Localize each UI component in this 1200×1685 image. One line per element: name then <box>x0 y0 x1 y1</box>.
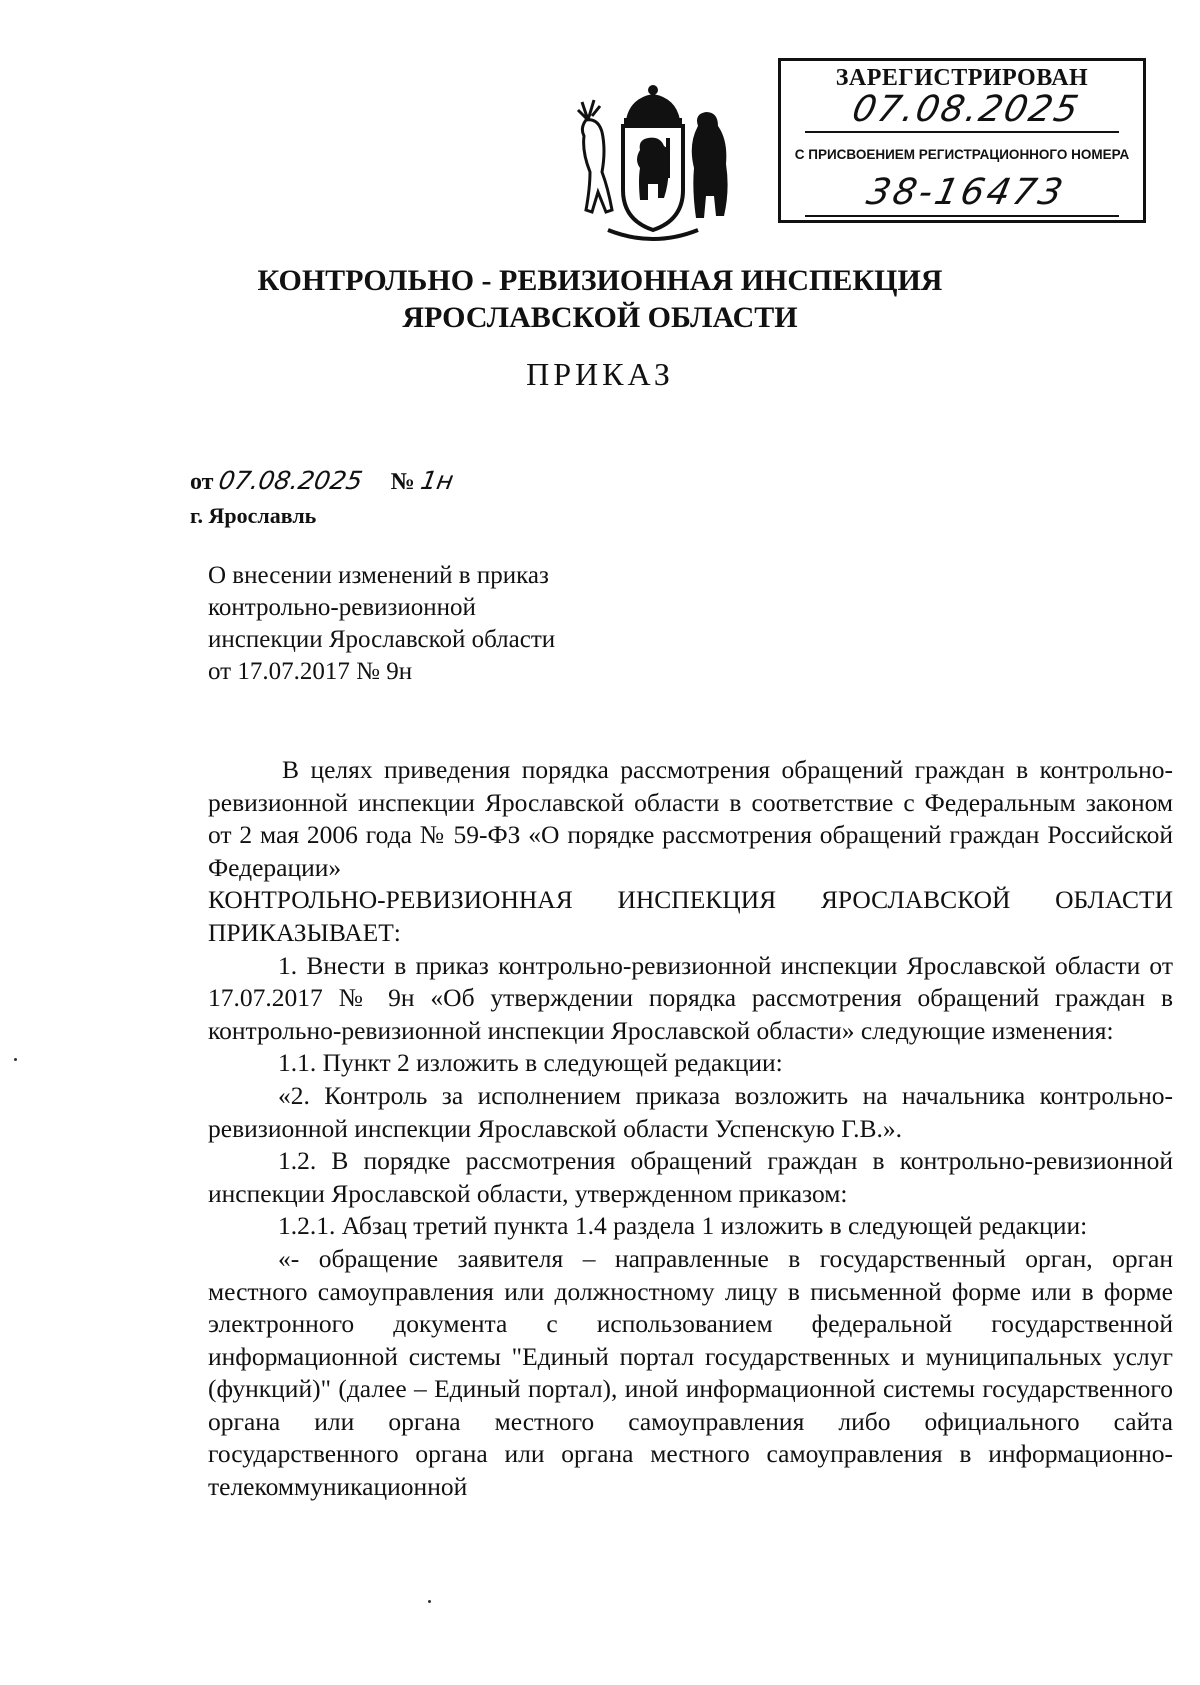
orders-heading: ПРИКАЗЫВАЕТ: <box>208 917 401 947</box>
stamp-divider <box>805 215 1119 217</box>
handwritten-number: 1н <box>418 466 456 495</box>
clause-1-2-1-quote: «- обращение заявителя – направленные в государственный орган, орган местного самоуправления или должностному лицу в письменной форме или в форме электронного документа с использованием федеральной государственной информационной системы "Единый портал государственных и муниципальных услуг (функций)" (далее – Единый портал), иной информационной системы государственного органа или органа местного самоуправления либо официального сайта государственного органа или органа местного самоуправления в информационно-телекоммуникационной <box>208 1243 1173 1502</box>
registration-stamp <box>778 58 1146 223</box>
scan-speck <box>14 1058 17 1061</box>
stamp-handwritten-number: 38-16473 <box>863 172 1070 213</box>
handwritten-date: 07.08.2025 <box>216 466 366 495</box>
clause-1-2: 1.2. В порядке рассмотрения обращений граждан в контрольно-ревизионной инспекции Ярославской области, утвержденном приказом: <box>208 1146 1173 1208</box>
stamp-divider <box>805 131 1119 133</box>
order-subject <box>208 560 668 688</box>
subject-line: от 17.07.2017 № 9н <box>208 658 413 685</box>
clause-1-2-1: 1.2.1. Абзац третий пункта 1.4 раздела 1 изложить в следующей редакции: <box>278 1211 1088 1241</box>
orders-heading: КОНТРОЛЬНО-РЕВИЗИОННАЯ ИНСПЕКЦИЯ ЯРОСЛАВСКОЙ ОБЛАСТИ <box>208 885 1173 915</box>
clause-1-1-quote: «2. Контроль за исполнением приказа возложить на начальника контрольно-ревизионной инспекции Ярославской области Успенскую Г.В.». <box>208 1080 1173 1143</box>
subject-line: инспекции Ярославской области <box>208 626 556 653</box>
organization-title <box>0 262 1200 336</box>
scan-speck <box>428 1600 431 1603</box>
date-label: от <box>190 469 214 495</box>
clause-1: 1. Внести в приказ контрольно-ревизионной инспекции Ярославской области от 17.07.2017 № 9н «Об утверждении порядка рассмотрения обращений граждан в контрольно-ревизионной инспекции Ярославской области» следующие изменения: <box>208 950 1173 1045</box>
clause-1-1: 1.1. Пункт 2 изложить в следующей редакции: <box>278 1048 783 1078</box>
order-body <box>208 754 1173 1504</box>
coat-of-arms-icon <box>568 80 738 245</box>
preamble-paragraph: В целях приведения порядка рассмотрения обращений граждан в контрольно-ревизионной инспекции Ярославской области в соответствие с Федеральным законом от 2 мая 2006 года № 59-ФЗ «О порядке рассмотрения обращений граждан Российской Федерации» <box>208 755 1173 882</box>
city-line: г. Ярославль <box>190 503 317 528</box>
stamp-title: ЗАРЕГИСТРИРОВАН <box>835 65 1089 91</box>
organization-title-line: КОНТРОЛЬНО - РЕВИЗИОННАЯ ИНСПЕКЦИЯ <box>257 264 943 297</box>
document-type: ПРИКАЗ <box>526 356 674 392</box>
order-date-number <box>190 466 456 496</box>
subject-line: О внесении изменений в приказ <box>208 562 549 589</box>
stamp-handwritten-date: 07.08.2025 <box>848 89 1084 130</box>
subject-line: контрольно-ревизионной <box>208 594 476 621</box>
number-label: № <box>390 469 415 495</box>
organization-title-line: ЯРОСЛАВСКОЙ ОБЛАСТИ <box>402 301 798 334</box>
stamp-caption: С ПРИСВОЕНИЕМ РЕГИСТРАЦИОННОГО НОМЕРА <box>794 147 1130 162</box>
